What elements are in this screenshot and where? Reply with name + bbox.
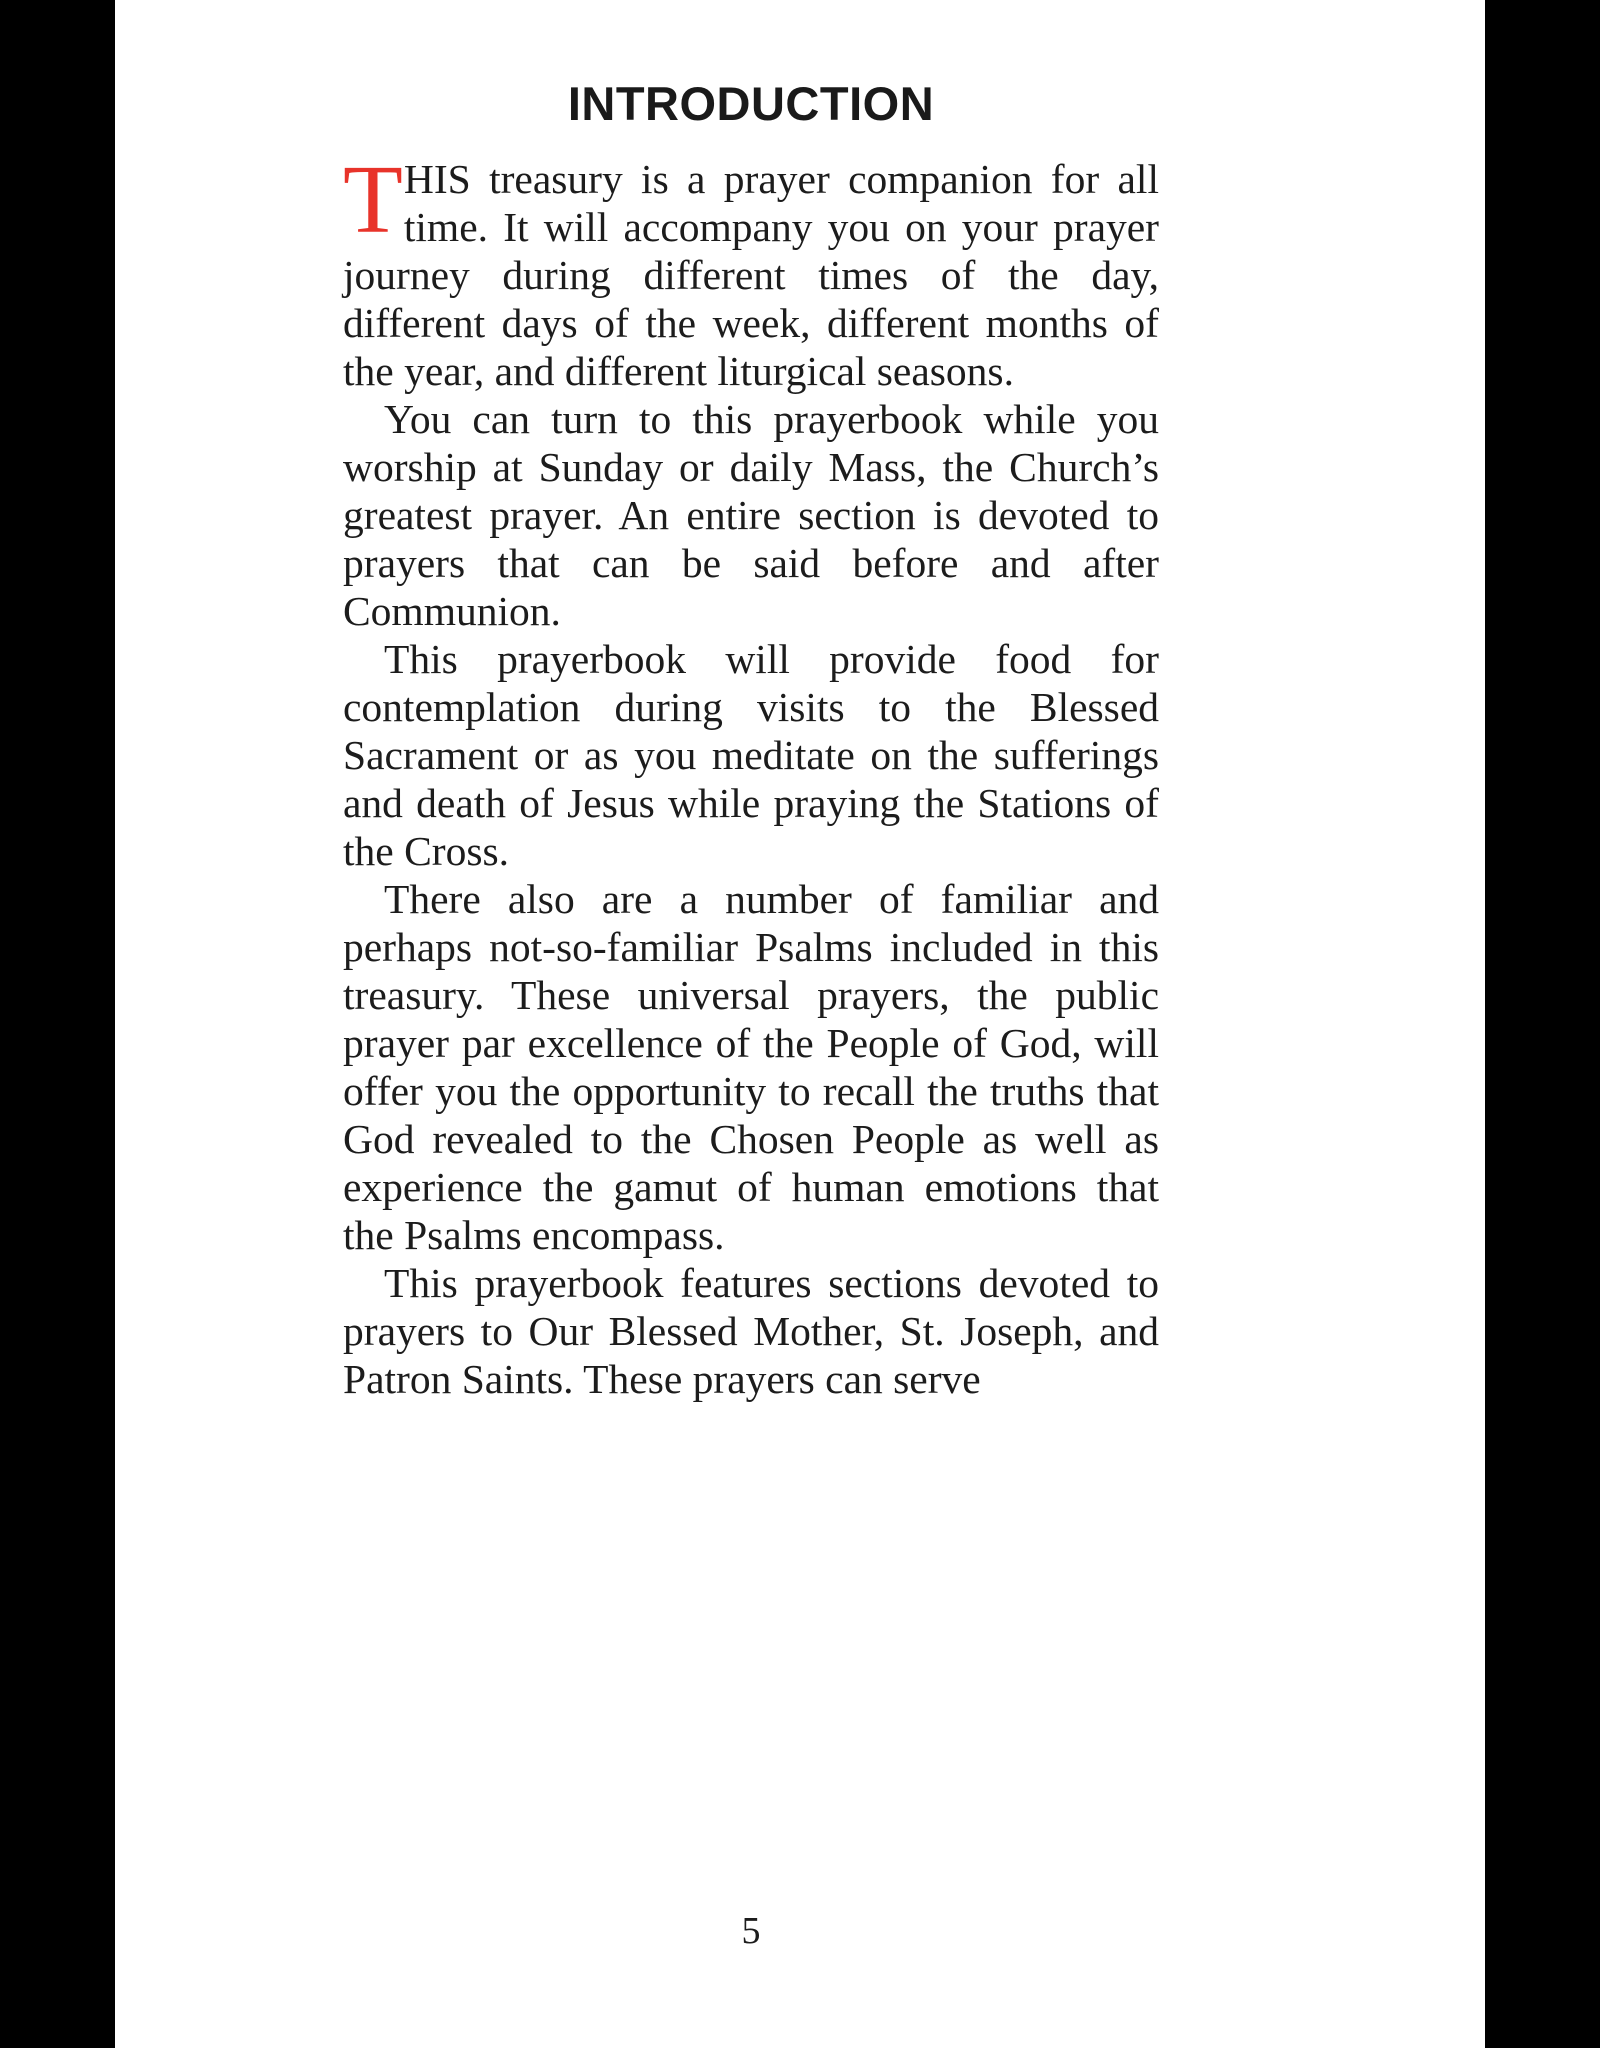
drop-cap-letter: T (343, 146, 403, 254)
document-page (115, 0, 1485, 2048)
body-text-block (343, 146, 1159, 1403)
paragraph-4: There also are a number of familiar and perhaps not-so-familiar Psalms included in this treasury. These universal prayers, the public prayer par excellence of the People of God, will offer you the opportunity to recall the truths that God revealed to the Chosen People as well as experience the gamut of human emotions that the Psalms encompass. (343, 876, 1159, 1258)
page-title: INTRODUCTION (567, 77, 935, 130)
page-number: 5 (741, 1910, 761, 1952)
paragraph-1-text: HIS treasury is a prayer companion for all time. It will accompany you on your prayer journey during different times of the day, different days of the week, different months of the year, and different liturgical seasons. (343, 156, 1159, 394)
paragraph-3: This prayerbook will provide food for contemplation during visits to the Blessed Sacrament or as you meditate on the sufferings and death of Jesus while praying the Stations of the Cross. (343, 636, 1159, 874)
paragraph-5: This prayerbook features sections devoted to prayers to Our Blessed Mother, St. Joseph, and Patron Saints. These prayers can serve (343, 1260, 1159, 1402)
page-text-column (343, 0, 1159, 2048)
letterbox-right (1485, 0, 1600, 2048)
paragraph-2: You can turn to this prayerbook while you worship at Sunday or daily Mass, the Church’s greatest prayer. An entire section is devoted to prayers that can be said before and after Communion. (343, 396, 1159, 634)
letterbox-left (0, 0, 115, 2048)
paragraph-1 (343, 146, 1159, 395)
